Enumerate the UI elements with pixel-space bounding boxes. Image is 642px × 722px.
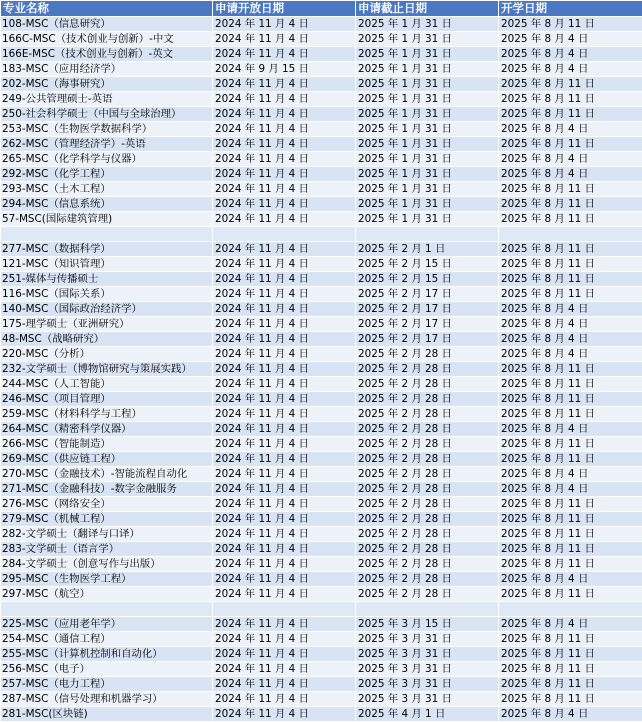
- application-deadline-cell: 2025 年 3 月 31 日: [356, 647, 499, 662]
- table-row: [1, 272, 642, 287]
- application-open-date-cell: 2024 年 9 月 15 日: [213, 62, 356, 77]
- table-row: [1, 467, 642, 482]
- start-date-cell: 2025 年 8 月 4 日: [499, 707, 642, 722]
- application-deadline-cell: 2025 年 2 月 17 日: [356, 317, 499, 332]
- start-date-cell: 2025 年 8 月 11 日: [499, 647, 642, 662]
- start-date-cell: 2025 年 8 月 11 日: [499, 407, 642, 422]
- header-application-deadline: 申请截止日期: [356, 1, 499, 17]
- start-date-cell: 2025 年 8 月 11 日: [499, 362, 642, 377]
- application-open-date-cell: 2024 年 11 月 4 日: [213, 677, 356, 692]
- application-open-date-cell: 2024 年 11 月 4 日: [213, 467, 356, 482]
- start-date-cell: 2025 年 8 月 11 日: [499, 107, 642, 122]
- table-row: [1, 182, 642, 197]
- programme-name-cell: 116-MSC（国际关系）: [1, 287, 213, 302]
- table-row: [1, 62, 642, 77]
- application-deadline-cell: 2025 年 2 月 28 日: [356, 377, 499, 392]
- table-row: [1, 107, 642, 122]
- start-date-cell: 2025 年 8 月 11 日: [499, 692, 642, 707]
- start-date-cell: 2025 年 8 月 4 日: [499, 302, 642, 317]
- programme-name-cell: 253-MSC（生物医学数据科学）: [1, 122, 213, 137]
- application-deadline-cell: 2025 年 1 月 31 日: [356, 152, 499, 167]
- programme-name-cell: 276-MSC（网络安全）: [1, 497, 213, 512]
- programme-name-cell: 282-文学硕士（翻译与口译）: [1, 527, 213, 542]
- programme-name-cell: 266-MSC（智能制造）: [1, 437, 213, 452]
- start-date-cell: 2025 年 8 月 4 日: [499, 47, 642, 62]
- application-open-date-cell: 2024 年 11 月 4 日: [213, 257, 356, 272]
- application-open-date-cell: 2024 年 11 月 4 日: [213, 212, 356, 227]
- table-row: [1, 152, 642, 167]
- start-date-cell: 2025 年 8 月 4 日: [499, 167, 642, 182]
- programme-name-cell: 262-MSC（管理经济学）-英语: [1, 137, 213, 152]
- programme-name-cell: 108-MSC（信息研究）: [1, 17, 213, 32]
- application-deadline-cell: 2025 年 2 月 28 日: [356, 392, 499, 407]
- application-open-date-cell: 2024 年 11 月 4 日: [213, 137, 356, 152]
- start-date-cell: 2025 年 8 月 4 日: [499, 467, 642, 482]
- start-date-cell: 2025 年 8 月 11 日: [499, 512, 642, 527]
- programme-name-cell: 232-文学硕士（博物馆研究与策展实践）: [1, 362, 213, 377]
- programme-name-cell: 166C-MSC（技术创业与创新）-中文: [1, 32, 213, 47]
- programme-name-cell: 287-MSC（信号处理和机器学习）: [1, 692, 213, 707]
- application-open-date-cell: 2024 年 11 月 4 日: [213, 317, 356, 332]
- application-deadline-cell: 2025 年 1 月 31 日: [356, 62, 499, 77]
- application-deadline-cell: 2025 年 2 月 15 日: [356, 257, 499, 272]
- table-row: [1, 677, 642, 692]
- start-date-cell: 2025 年 8 月 11 日: [499, 542, 642, 557]
- application-open-date-cell: 2024 年 11 月 4 日: [213, 587, 356, 602]
- start-date-cell: 2025 年 8 月 11 日: [499, 287, 642, 302]
- start-date-cell: 2025 年 8 月 11 日: [499, 557, 642, 572]
- programme-name-cell: 279-MSC（机械工程）: [1, 512, 213, 527]
- table-row: [1, 92, 642, 107]
- programme-name-cell: 284-文学硕士（创意写作与出版）: [1, 557, 213, 572]
- start-date-cell: 2025 年 8 月 11 日: [499, 17, 642, 32]
- application-deadline-cell: 2025 年 2 月 28 日: [356, 437, 499, 452]
- table-body: [1, 17, 642, 722]
- application-open-date-cell: 2024 年 11 月 4 日: [213, 92, 356, 107]
- application-open-date-cell: 2024 年 11 月 4 日: [213, 482, 356, 497]
- separator-cell: [213, 227, 356, 242]
- application-deadline-cell: 2025 年 1 月 31 日: [356, 167, 499, 182]
- application-open-date-cell: 2024 年 11 月 4 日: [213, 197, 356, 212]
- programme-name-cell: 264-MSC（精密科学仪器）: [1, 422, 213, 437]
- application-deadline-cell: 2025 年 2 月 28 日: [356, 482, 499, 497]
- application-open-date-cell: 2024 年 11 月 4 日: [213, 542, 356, 557]
- table-row: [1, 692, 642, 707]
- header-row: [1, 1, 642, 17]
- programme-name-cell: 244-MSC（人工智能）: [1, 377, 213, 392]
- application-deadline-cell: 2025 年 1 月 31 日: [356, 17, 499, 32]
- application-deadline-cell: 2025 年 2 月 1 日: [356, 242, 499, 257]
- header-application-open-date: 申请开放日期: [213, 1, 356, 17]
- application-open-date-cell: 2024 年 11 月 4 日: [213, 332, 356, 347]
- application-open-date-cell: 2024 年 11 月 4 日: [213, 557, 356, 572]
- programme-name-cell: 249-公共管理硕士-英语: [1, 92, 213, 107]
- table-row: [1, 707, 642, 722]
- application-deadline-cell: 2025 年 2 月 28 日: [356, 497, 499, 512]
- programme-name-cell: 255-MSC（计算机控制和自动化）: [1, 647, 213, 662]
- programme-name-cell: 202-MSC（海事研究）: [1, 77, 213, 92]
- application-deadline-cell: 2025 年 2 月 28 日: [356, 587, 499, 602]
- start-date-cell: 2025 年 8 月 4 日: [499, 422, 642, 437]
- programme-name-cell: 140-MSC（国际政治经济学）: [1, 302, 213, 317]
- table-row: [1, 77, 642, 92]
- application-deadline-cell: 2025 年 3 月 31 日: [356, 662, 499, 677]
- start-date-cell: 2025 年 8 月 11 日: [499, 392, 642, 407]
- separator-cell: [356, 227, 499, 242]
- application-open-date-cell: 2024 年 11 月 4 日: [213, 122, 356, 137]
- programme-name-cell: 183-MSC（应用经济学）: [1, 62, 213, 77]
- start-date-cell: 2025 年 8 月 4 日: [499, 617, 642, 632]
- start-date-cell: 2025 年 8 月 4 日: [499, 32, 642, 47]
- table-row: [1, 17, 642, 32]
- programme-name-cell: 48-MSC（战略研究）: [1, 332, 213, 347]
- table-row: [1, 377, 642, 392]
- application-open-date-cell: 2024 年 11 月 4 日: [213, 407, 356, 422]
- table-row: [1, 347, 642, 362]
- application-open-date-cell: 2024 年 11 月 4 日: [213, 347, 356, 362]
- programme-name-cell: 175-理学硕士（亚洲研究）: [1, 317, 213, 332]
- application-deadline-cell: 2025 年 1 月 31 日: [356, 182, 499, 197]
- table-row: [1, 482, 642, 497]
- separator-cell: [1, 602, 213, 617]
- start-date-cell: 2025 年 8 月 11 日: [499, 212, 642, 227]
- table-row: [1, 422, 642, 437]
- separator-cell: [213, 602, 356, 617]
- application-open-date-cell: 2024 年 11 月 4 日: [213, 302, 356, 317]
- application-deadline-cell: 2025 年 1 月 31 日: [356, 137, 499, 152]
- table-row: [1, 47, 642, 62]
- application-deadline-cell: 2025 年 2 月 28 日: [356, 512, 499, 527]
- programme-name-cell: 271-MSC（金融科技）-数字金融服务: [1, 482, 213, 497]
- application-deadline-cell: 2025 年 2 月 28 日: [356, 527, 499, 542]
- application-deadline-cell: 2025 年 2 月 17 日: [356, 332, 499, 347]
- programme-name-cell: 254-MSC（通信工程）: [1, 632, 213, 647]
- start-date-cell: 2025 年 8 月 11 日: [499, 437, 642, 452]
- start-date-cell: 2025 年 8 月 11 日: [499, 662, 642, 677]
- start-date-cell: 2025 年 8 月 11 日: [499, 377, 642, 392]
- table-row: [1, 512, 642, 527]
- application-open-date-cell: 2024 年 11 月 4 日: [213, 707, 356, 722]
- start-date-cell: 2025 年 8 月 4 日: [499, 122, 642, 137]
- start-date-cell: 2025 年 8 月 11 日: [499, 677, 642, 692]
- programme-name-cell: 166E-MSC（技术创业与创新）-英文: [1, 47, 213, 62]
- application-open-date-cell: 2024 年 11 月 4 日: [213, 242, 356, 257]
- separator-cell: [1, 227, 213, 242]
- application-deadline-cell: 2025 年 2 月 28 日: [356, 422, 499, 437]
- programme-name-cell: 251-媒体与传播硕士: [1, 272, 213, 287]
- table-row: [1, 242, 642, 257]
- start-date-cell: 2025 年 8 月 11 日: [499, 77, 642, 92]
- application-open-date-cell: 2024 年 11 月 4 日: [213, 47, 356, 62]
- application-deadline-cell: 2025 年 2 月 28 日: [356, 362, 499, 377]
- application-open-date-cell: 2024 年 11 月 4 日: [213, 422, 356, 437]
- application-open-date-cell: 2024 年 11 月 4 日: [213, 527, 356, 542]
- application-open-date-cell: 2024 年 11 月 4 日: [213, 107, 356, 122]
- application-deadline-cell: 2025 年 2 月 17 日: [356, 287, 499, 302]
- table-row: [1, 647, 642, 662]
- start-date-cell: 2025 年 8 月 11 日: [499, 197, 642, 212]
- start-date-cell: 2025 年 8 月 11 日: [499, 137, 642, 152]
- programme-name-cell: 297-MSC（航空）: [1, 587, 213, 602]
- programme-name-cell: 246-MSC（项目管理）: [1, 392, 213, 407]
- application-open-date-cell: 2024 年 11 月 4 日: [213, 272, 356, 287]
- start-date-cell: 2025 年 8 月 4 日: [499, 62, 642, 77]
- application-deadline-cell: 2025 年 1 月 31 日: [356, 47, 499, 62]
- table-row: [1, 332, 642, 347]
- programme-name-cell: 292-MSC（化学工程）: [1, 167, 213, 182]
- application-deadline-cell: 2025 年 2 月 28 日: [356, 557, 499, 572]
- application-open-date-cell: 2024 年 11 月 4 日: [213, 647, 356, 662]
- programme-name-cell: 256-MSC（电子）: [1, 662, 213, 677]
- application-open-date-cell: 2024 年 11 月 4 日: [213, 287, 356, 302]
- application-deadline-cell: 2025 年 3 月 15 日: [356, 617, 499, 632]
- group-separator-row: [1, 227, 642, 242]
- application-deadline-cell: 2025 年 1 月 31 日: [356, 122, 499, 137]
- table-row: [1, 197, 642, 212]
- table-row: [1, 617, 642, 632]
- programme-name-cell: 269-MSC（供应链工程）: [1, 452, 213, 467]
- start-date-cell: 2025 年 8 月 11 日: [499, 272, 642, 287]
- application-open-date-cell: 2024 年 11 月 4 日: [213, 32, 356, 47]
- application-deadline-cell: 2025 年 1 月 31 日: [356, 107, 499, 122]
- application-deadline-cell: 2025 年 2 月 28 日: [356, 347, 499, 362]
- application-deadline-cell: 2025 年 1 月 31 日: [356, 212, 499, 227]
- programme-name-cell: 259-MSC（材料科学与工程）: [1, 407, 213, 422]
- table-row: [1, 392, 642, 407]
- start-date-cell: 2025 年 8 月 11 日: [499, 257, 642, 272]
- start-date-cell: 2025 年 8 月 11 日: [499, 632, 642, 647]
- programme-name-cell: 257-MSC（电力工程）: [1, 677, 213, 692]
- application-deadline-cell: 2025 年 2 月 17 日: [356, 302, 499, 317]
- application-deadline-cell: 2025 年 3 月 31 日: [356, 692, 499, 707]
- table-row: [1, 572, 642, 587]
- separator-cell: [356, 602, 499, 617]
- start-date-cell: 2025 年 8 月 4 日: [499, 572, 642, 587]
- table-row: [1, 587, 642, 602]
- table-row: [1, 317, 642, 332]
- table-row: [1, 362, 642, 377]
- application-open-date-cell: 2024 年 11 月 4 日: [213, 392, 356, 407]
- start-date-cell: 2025 年 8 月 11 日: [499, 92, 642, 107]
- application-open-date-cell: 2024 年 11 月 4 日: [213, 377, 356, 392]
- programme-name-cell: 265-MSC（化学科学与仪器）: [1, 152, 213, 167]
- start-date-cell: 2025 年 8 月 4 日: [499, 317, 642, 332]
- application-deadline-cell: 2025 年 2 月 15 日: [356, 272, 499, 287]
- application-open-date-cell: 2024 年 11 月 4 日: [213, 182, 356, 197]
- table-row: [1, 437, 642, 452]
- header-start-date: 开学日期: [499, 1, 642, 17]
- table-row: [1, 542, 642, 557]
- start-date-cell: 2025 年 8 月 4 日: [499, 347, 642, 362]
- application-open-date-cell: 2024 年 11 月 4 日: [213, 497, 356, 512]
- application-deadline-cell: 2025 年 1 月 31 日: [356, 32, 499, 47]
- table-row: [1, 32, 642, 47]
- application-open-date-cell: 2024 年 11 月 4 日: [213, 152, 356, 167]
- application-deadline-cell: 2025 年 2 月 28 日: [356, 467, 499, 482]
- start-date-cell: 2025 年 8 月 11 日: [499, 452, 642, 467]
- application-deadline-cell: 2025 年 2 月 28 日: [356, 572, 499, 587]
- application-deadline-cell: 2025 年 1 月 31 日: [356, 77, 499, 92]
- table-row: [1, 137, 642, 152]
- application-open-date-cell: 2024 年 11 月 4 日: [213, 512, 356, 527]
- application-open-date-cell: 2024 年 11 月 4 日: [213, 692, 356, 707]
- table-row: [1, 452, 642, 467]
- application-deadline-cell: 2025 年 4 月 1 日: [356, 707, 499, 722]
- programme-name-cell: 293-MSC（土木工程）: [1, 182, 213, 197]
- application-deadline-cell: 2025 年 2 月 28 日: [356, 452, 499, 467]
- programme-name-cell: 295-MSC（生物医学工程）: [1, 572, 213, 587]
- application-open-date-cell: 2024 年 11 月 4 日: [213, 662, 356, 677]
- table-row: [1, 557, 642, 572]
- table-row: [1, 287, 642, 302]
- application-open-date-cell: 2024 年 11 月 4 日: [213, 437, 356, 452]
- table-row: [1, 212, 642, 227]
- separator-cell: [499, 227, 642, 242]
- application-open-date-cell: 2024 年 11 月 4 日: [213, 17, 356, 32]
- table-row: [1, 302, 642, 317]
- start-date-cell: 2025 年 8 月 11 日: [499, 242, 642, 257]
- application-open-date-cell: 2024 年 11 月 4 日: [213, 452, 356, 467]
- start-date-cell: 2025 年 8 月 11 日: [499, 587, 642, 602]
- table-row: [1, 662, 642, 677]
- table-row: [1, 632, 642, 647]
- application-deadline-cell: 2025 年 1 月 31 日: [356, 197, 499, 212]
- application-deadline-cell: 2025 年 2 月 28 日: [356, 542, 499, 557]
- programme-name-cell: 283-文学硕士（语言学）: [1, 542, 213, 557]
- programme-name-cell: 57-MSC(国际建筑管理): [1, 212, 213, 227]
- start-date-cell: 2025 年 8 月 4 日: [499, 482, 642, 497]
- application-open-date-cell: 2024 年 11 月 4 日: [213, 572, 356, 587]
- programme-name-cell: 294-MSC（信息系统）: [1, 197, 213, 212]
- programme-name-cell: 281-MSC(区块链): [1, 707, 213, 722]
- programme-name-cell: 277-MSC（数据科学）: [1, 242, 213, 257]
- programme-name-cell: 220-MSC（分析）: [1, 347, 213, 362]
- start-date-cell: 2025 年 8 月 4 日: [499, 332, 642, 347]
- application-deadline-cell: 2025 年 2 月 28 日: [356, 407, 499, 422]
- start-date-cell: 2025 年 8 月 11 日: [499, 497, 642, 512]
- group-separator-row: [1, 602, 642, 617]
- application-deadline-cell: 2025 年 3 月 31 日: [356, 632, 499, 647]
- application-open-date-cell: 2024 年 11 月 4 日: [213, 167, 356, 182]
- start-date-cell: 2025 年 8 月 4 日: [499, 152, 642, 167]
- start-date-cell: 2025 年 8 月 11 日: [499, 527, 642, 542]
- application-deadline-cell: 2025 年 1 月 31 日: [356, 92, 499, 107]
- separator-cell: [499, 602, 642, 617]
- application-open-date-cell: 2024 年 11 月 4 日: [213, 632, 356, 647]
- table-row: [1, 257, 642, 272]
- programme-name-cell: 225-MSC（应用老年学）: [1, 617, 213, 632]
- table-row: [1, 497, 642, 512]
- programme-name-cell: 270-MSC（金融技术）-智能流程自动化: [1, 467, 213, 482]
- table-row: [1, 527, 642, 542]
- application-open-date-cell: 2024 年 11 月 4 日: [213, 362, 356, 377]
- application-open-date-cell: 2024 年 11 月 4 日: [213, 617, 356, 632]
- table-row: [1, 167, 642, 182]
- application-deadline-cell: 2025 年 3 月 31 日: [356, 677, 499, 692]
- application-open-date-cell: 2024 年 11 月 4 日: [213, 77, 356, 92]
- table-row: [1, 122, 642, 137]
- programme-name-cell: 250-社会科学硕士（中国与全球治理）: [1, 107, 213, 122]
- header-programme-name: 专业名称: [1, 1, 213, 17]
- programme-name-cell: 121-MSC（知识管理）: [1, 257, 213, 272]
- start-date-cell: 2025 年 8 月 11 日: [499, 182, 642, 197]
- table-row: [1, 407, 642, 422]
